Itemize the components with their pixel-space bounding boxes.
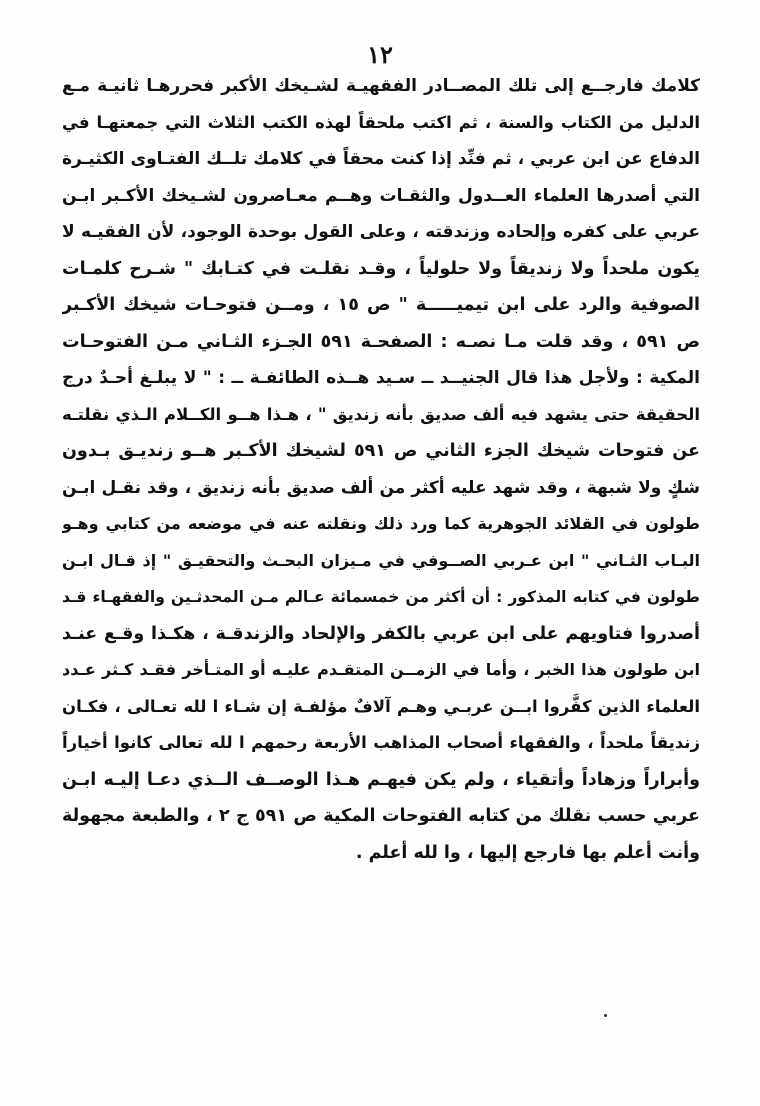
- text-line: زنديقاً ملحداً ، والفقهاء أصحاب المذاهب الأربعة رحمهم ا لله تعالى كانوا أخياراً: [62, 733, 700, 752]
- text-line: شكٍ ولا شبهة ، وقد شهد عليه أكثر من ألف صديق بأنه زنديق ، وقد نقـل ابـن: [62, 477, 700, 498]
- text-line: المكية : ولأجل هذا قال الجنيــد ــ سـيد هــذه الطائفـة ــ : " لا يبلـغ أحـدٌ درج: [62, 368, 700, 388]
- text-line: التي أصدرها العلماء العــدول والثقـات وهــم معـاصرون لشـيخك الأكـبر ابـن: [62, 185, 700, 206]
- text-line: الدليل من الكتاب والسنة ، ثم اكتب ملحقاً لهذه الكتب الثلاث التي جمعتهـا في: [62, 112, 700, 132]
- text-line: كلامك فارجــع إلى تلك المصــادر الفقهيـة لشـيخك الأكبر فحررهـا ثانيـة مـع: [62, 76, 700, 96]
- text-line: طولون في كتابه المذكور : أن أكثر من خمسمائة عـالم مـن المحدثـين والفقهـاء قـد: [62, 588, 700, 606]
- text-line: الحقيقة حتى يشهد فيه ألف صديق بأنه زنديق " ، هـذا هــو الكــلام الـذي نقلتـه: [62, 404, 700, 424]
- text-line: عربي حسب نقلك من كتابه الفتوحات المكية ص ٥٩١ ج ٢ ، والطبعة مجهولة: [62, 806, 700, 826]
- body-text: [62, 68, 700, 871]
- scan-speck: [604, 1014, 607, 1017]
- text-line: ابن طولون هذا الخبر ، وأما في الزمــن المتقـدم عليـه أو المتـأخر فقـد كـثر عـدد: [62, 660, 700, 679]
- text-line: الدفاع عن ابن عربي ، ثم فنِّد إذا كنت محقاً في كلامك تلــك الفتـاوى الكثيـرة: [62, 149, 700, 169]
- page-number: ١٢: [367, 40, 393, 69]
- text-line: العلماء الذين كفَّروا ابــن عربـي وهـم آلافٌ مؤلفـة إن شـاء ا لله تعـالى ، فكـان: [62, 696, 700, 716]
- text-line: البـاب الثـاني " ابن عـربي الصــوفي في مـيزان البحـث والتحقيـق " إذ قـال ابـن: [62, 550, 700, 570]
- text-line: أصدروا فتاويهم على ابن عربي بالكفر والإلحاد والزندقـة ، هكـذا وقـع عنـد: [62, 623, 700, 644]
- text-line: عن فتوحات شيخك الجزء الثاني ص ٥٩١ لشيخك الأكـبر هــو زنديـق بـدون: [62, 441, 700, 461]
- text-line: وأبراراً وزهاداً وأتقياء ، ولم يكن فيهـم هـذا الوصــف الــذي دعـا إليـه ابـن: [62, 769, 700, 790]
- text-line: طولون في القلائد الجوهرية كما ورد ذلك ونقلته عنه في موضعه من كتابي وهـو: [62, 514, 700, 533]
- text-line: عربي على كفره وإلحاده وزندقته ، وعلى القول بوحدة الوجود، لأن الفقيـه لا: [62, 222, 700, 242]
- text-line-last: وأنت أعلم بها فارجع إليها ، وا لله أعلم .: [355, 842, 700, 863]
- text-line: ص ٥٩١ ، وقد قلت مـا نصـه : الصفحـة ٥٩١ الجـزء الثـاني مـن الفتوحـات: [62, 331, 700, 352]
- text-line: يكون ملحداً ولا زنديقاً ولا حلولياً ، وقـد نقلـت في كتـابك " شـرح كلمـات: [62, 258, 700, 279]
- text-line: الصوفية والرد على ابن تيميـــــة " ص ١٥ ، ومــن فتوحـات شيخك الأكـبر: [62, 295, 700, 315]
